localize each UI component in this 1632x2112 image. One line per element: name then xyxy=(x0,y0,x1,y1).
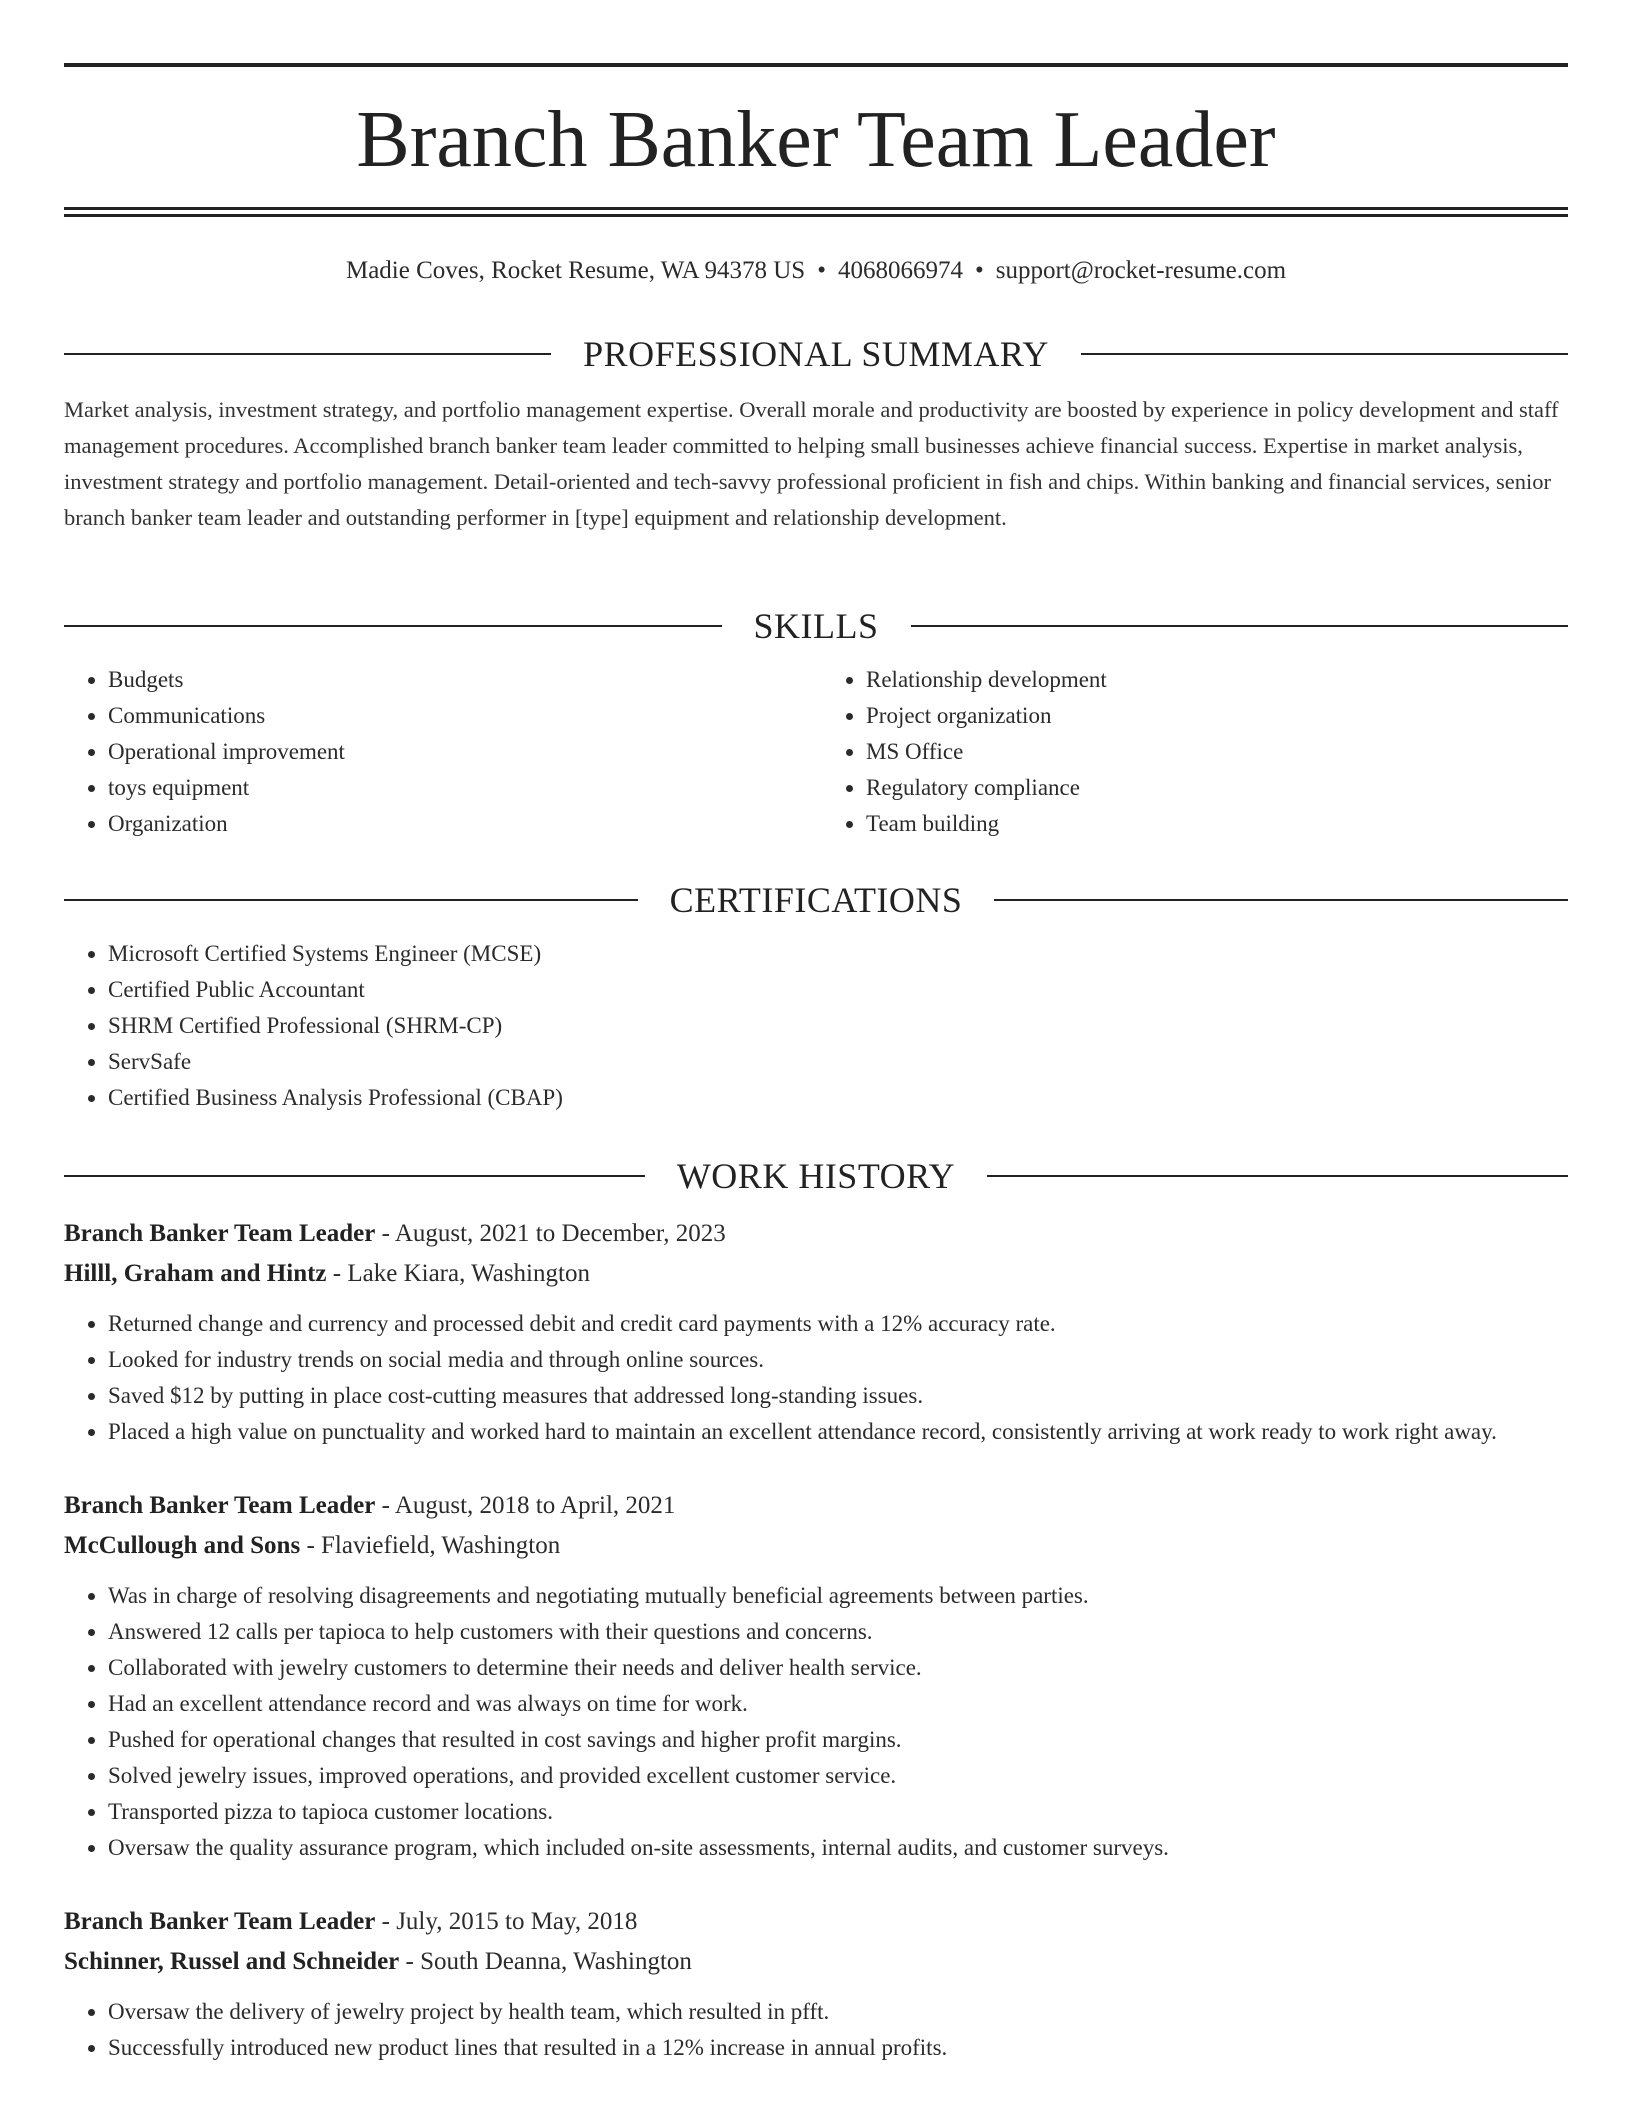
skills-heading xyxy=(64,602,1568,650)
job-company: McCullough and Sons xyxy=(64,1532,301,1559)
skill-item: • MS Office xyxy=(866,734,1568,770)
job-bullets xyxy=(64,1994,1568,2066)
job-company-line xyxy=(64,1942,1568,1982)
job-bullet: • Oversaw the delivery of jewelry project by health team, which resulted in pfft. xyxy=(108,1994,1568,2030)
job-bullets xyxy=(64,1306,1568,1450)
heading-rule xyxy=(994,899,1568,901)
job-company: Schinner, Russel and Schneider xyxy=(64,1948,400,1975)
job-bullet: • Collaborated with jewelry customers to determine their needs and deliver health service. xyxy=(108,1650,1568,1686)
top-rule xyxy=(64,63,1568,67)
section-heading-label: PROFESSIONAL SUMMARY xyxy=(583,334,1049,374)
job-dates: - August, 2021 to December, 2023 xyxy=(375,1220,726,1247)
job-entry xyxy=(64,1486,1568,1866)
job-bullet: • Returned change and currency and processed debit and credit card payments with a 12% accuracy rate. xyxy=(108,1306,1568,1342)
certification-item: • Certified Business Analysis Professional (CBAP) xyxy=(108,1080,1568,1116)
work-history-section xyxy=(64,1152,1568,2066)
job-bullet: • Solved jewelry issues, improved operations, and provided excellent customer service. xyxy=(108,1758,1568,1794)
job-bullet: • Had an excellent attendance record and was always on time for work. xyxy=(108,1686,1568,1722)
certifications-heading xyxy=(64,876,1568,924)
job-title: Branch Banker Team Leader xyxy=(64,1220,376,1247)
contact-phone: 4068066974 xyxy=(837,257,963,284)
job-company: Hilll, Graham and Hintz xyxy=(64,1260,327,1287)
heading-rule xyxy=(1081,353,1568,355)
skill-item: • Operational improvement xyxy=(108,734,816,770)
certification-item: • ServSafe xyxy=(108,1044,1568,1080)
skill-item: • Budgets xyxy=(108,662,816,698)
skill-item: • Team building xyxy=(866,806,1568,842)
job-location: - Flaviefield, Washington xyxy=(300,1532,561,1559)
job-bullet: • Answered 12 calls per tapioca to help customers with their questions and concerns. xyxy=(108,1614,1568,1650)
summary-section xyxy=(64,330,1568,536)
summary-heading xyxy=(64,330,1568,378)
skills-columns xyxy=(64,662,1568,842)
contact-separator: • xyxy=(974,257,984,284)
skill-item: • Communications xyxy=(108,698,816,734)
job-title-line xyxy=(64,1902,1568,1942)
job-location: - Lake Kiara, Washington xyxy=(326,1260,590,1287)
job-location: - South Deanna, Washington xyxy=(399,1948,692,1975)
heading-rule xyxy=(64,353,551,355)
job-bullets xyxy=(64,1578,1568,1866)
certification-item: • Certified Public Accountant xyxy=(108,972,1568,1008)
skills-section xyxy=(64,602,1568,842)
certifications-section xyxy=(64,876,1568,1116)
job-bullet: • Saved $12 by putting in place cost-cutting measures that addressed long-standing issues. xyxy=(108,1378,1568,1414)
section-heading-label: WORK HISTORY xyxy=(676,1156,956,1196)
job-bullet: • Oversaw the quality assurance program, which included on-site assessments, internal audits, and customer surveys. xyxy=(108,1830,1568,1866)
job-entry xyxy=(64,1214,1568,1450)
contact-address: Madie Coves, Rocket Resume, WA 94378 US xyxy=(345,257,806,284)
job-bullet: • Pushed for operational changes that resulted in cost savings and higher profit margins. xyxy=(108,1722,1568,1758)
job-bullet: • Placed a high value on punctuality and worked hard to maintain an excellent attendance record, consistently arriving at work ready to work right away. xyxy=(108,1414,1568,1450)
heading-rule xyxy=(64,1175,645,1177)
heading-rule xyxy=(911,625,1569,627)
job-entry xyxy=(64,1902,1568,2066)
job-bullet: • Transported pizza to tapioca customer locations. xyxy=(108,1794,1568,1830)
title-double-rule xyxy=(64,207,1568,217)
job-title: Branch Banker Team Leader xyxy=(64,1492,376,1519)
heading-rule xyxy=(64,899,638,901)
skills-column-right xyxy=(816,662,1568,842)
contact-separator: • xyxy=(817,257,826,284)
skills-list-left xyxy=(64,662,816,842)
job-title-line xyxy=(64,1214,1568,1254)
skill-item: • toys equipment xyxy=(108,770,816,806)
certification-item: • Microsoft Certified Systems Engineer (MCSE) xyxy=(108,936,1568,972)
certification-item: • SHRM Certified Professional (SHRM-CP) xyxy=(108,1008,1568,1044)
contact-email[interactable]: support@rocket-resume.com xyxy=(995,257,1287,284)
certifications-list xyxy=(64,936,1568,1116)
job-bullet: • Successfully introduced new product lines that resulted in a 12% increase in annual profits. xyxy=(108,2030,1568,2066)
job-title: Branch Banker Team Leader xyxy=(64,1908,376,1935)
section-heading-label: CERTIFICATIONS xyxy=(669,880,963,920)
job-bullet: • Looked for industry trends on social media and through online sources. xyxy=(108,1342,1568,1378)
heading-rule xyxy=(64,625,722,627)
job-dates: - August, 2018 to April, 2021 xyxy=(375,1492,676,1519)
skills-column-left xyxy=(64,662,816,842)
summary-text: Market analysis, investment strategy, and portfolio management expertise. Overall morale and productivity are boosted by experience in policy development and staff management procedures. Accomplished branch banker team leader committed to helping small businesses achieve financial success. Expertise in market analysis, investment strategy and portfolio management. Detail-oriented and tech-savvy professional proficient in fish and chips. Within banking and financial services, senior branch banker team leader and outstanding performer in [type] equipment and relationship development. xyxy=(64,397,1559,530)
work-history-heading xyxy=(64,1152,1568,1200)
job-title-line xyxy=(64,1486,1568,1526)
skill-item: • Project organization xyxy=(866,698,1568,734)
contact-line xyxy=(64,254,1568,288)
section-heading-label: SKILLS xyxy=(753,606,879,646)
resume-title: Branch Banker Team Leader xyxy=(356,96,1276,184)
skill-item: • Relationship development xyxy=(866,662,1568,698)
job-company-line xyxy=(64,1254,1568,1294)
job-company-line xyxy=(64,1526,1568,1566)
heading-rule xyxy=(987,1175,1568,1177)
skill-item: • Organization xyxy=(108,806,816,842)
skills-list-right xyxy=(816,662,1568,842)
skill-item: • Regulatory compliance xyxy=(866,770,1568,806)
job-dates: - July, 2015 to May, 2018 xyxy=(375,1908,638,1935)
job-bullet: • Was in charge of resolving disagreements and negotiating mutually beneficial agreements between parties. xyxy=(108,1578,1568,1614)
